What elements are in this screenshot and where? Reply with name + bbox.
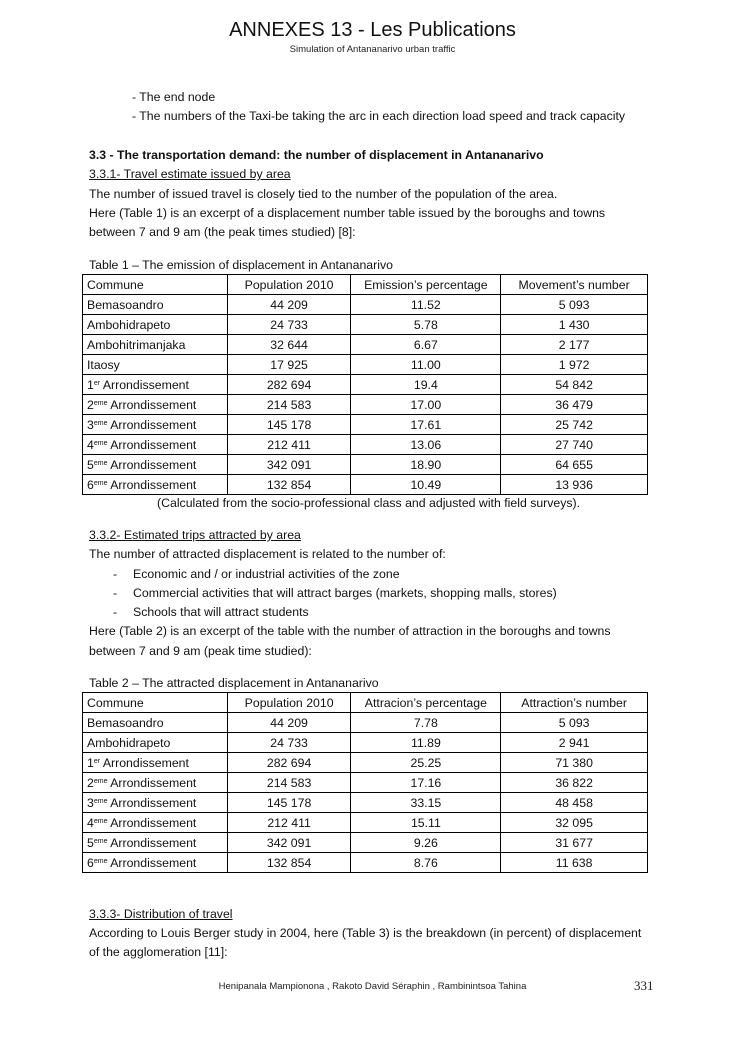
intro-list-item: - The numbers of the Taxi-be taking the arc in each direction load speed and track capacity	[132, 109, 626, 123]
commune-name: Arrondissement	[107, 835, 197, 850]
ordinal-number: 3	[87, 417, 94, 432]
header-cell: Commune	[83, 693, 228, 713]
table-row	[83, 375, 648, 395]
table-row	[83, 853, 648, 873]
page-subtitle: Simulation of Antananarivo urban traffic	[289, 44, 456, 55]
number-cell: 54 842	[501, 375, 648, 395]
population-cell: 282 694	[227, 375, 351, 395]
percentage-cell: 5.78	[351, 315, 501, 335]
percentage-cell: 25.25	[351, 753, 501, 773]
subsection-heading-3-3-3: 3.3.3- Distribution of travel	[89, 907, 233, 921]
commune-name: Ambohidrapeto	[87, 317, 171, 332]
footer-authors: Henipanala Mampionona , Rakoto David Séraphin , Rambinintsoa Tahina	[218, 981, 527, 992]
paragraph-line: Here (Table 1) is an excerpt of a displacement number table issued by the boroughs and towns	[89, 206, 606, 220]
ordinal-number: 4	[87, 437, 94, 452]
commune-cell	[83, 355, 228, 375]
percentage-cell: 10.49	[351, 475, 501, 495]
table2-attraction	[82, 692, 648, 873]
ordinal-suffix: er	[93, 757, 101, 765]
paragraph-line: The number of issued travel is closely tied to the number of the population of the area.	[89, 187, 558, 201]
commune-name: Arrondissement	[107, 477, 197, 492]
table-header-row	[83, 693, 648, 713]
number-cell: 11 638	[501, 853, 648, 873]
table-row	[83, 435, 648, 455]
ordinal-number: 1	[87, 755, 94, 770]
number-cell: 2 941	[501, 733, 648, 753]
table-row	[83, 813, 648, 833]
population-cell: 282 694	[227, 753, 351, 773]
ordinal-number: 3	[87, 795, 94, 810]
ordinal-suffix: eme	[93, 837, 108, 845]
commune-cell	[83, 753, 228, 773]
table-row	[83, 395, 648, 415]
table-row	[83, 315, 648, 335]
bullet-item: Commercial activities that will attract barges (markets, shopping malls, stores)	[133, 586, 557, 600]
commune-name: Bemasoandro	[87, 297, 164, 312]
ordinal-suffix: eme	[93, 857, 108, 865]
commune-cell	[83, 435, 228, 455]
commune-cell	[83, 375, 228, 395]
commune-name: Ambohidrapeto	[87, 735, 171, 750]
table-row	[83, 475, 648, 495]
population-cell: 32 644	[227, 335, 351, 355]
commune-name: Arrondissement	[100, 377, 189, 392]
commune-cell	[83, 853, 228, 873]
ordinal-suffix: eme	[93, 797, 108, 805]
number-cell: 1 430	[501, 315, 648, 335]
ordinal-suffix: eme	[93, 399, 108, 407]
table-row	[83, 713, 648, 733]
commune-name: Arrondissement	[100, 755, 189, 770]
commune-cell	[83, 415, 228, 435]
population-cell: 212 411	[227, 435, 351, 455]
number-cell: 71 380	[501, 753, 648, 773]
number-cell: 36 479	[501, 395, 648, 415]
subsection-heading-3-3-1: 3.3.1- Travel estimate issued by area	[89, 167, 291, 181]
ordinal-suffix: eme	[93, 439, 108, 447]
percentage-cell: 11.52	[351, 295, 501, 315]
population-cell: 145 178	[227, 793, 351, 813]
commune-cell	[83, 713, 228, 733]
table-row	[83, 295, 648, 315]
paragraph-line: The number of attracted displacement is related to the number of:	[89, 547, 446, 561]
commune-name: Arrondissement	[107, 397, 197, 412]
table-row	[83, 833, 648, 853]
page-number: 331	[634, 978, 654, 993]
population-cell: 342 091	[227, 833, 351, 853]
table-row	[83, 733, 648, 753]
commune-cell	[83, 395, 228, 415]
commune-cell	[83, 335, 228, 355]
percentage-cell: 13.06	[351, 435, 501, 455]
population-cell: 214 583	[227, 773, 351, 793]
commune-name: Ambohitrimanjaka	[87, 337, 186, 352]
commune-cell	[83, 793, 228, 813]
paragraph-line: between 7 and 9 am (peak time studied):	[89, 644, 312, 658]
table1-note: (Calculated from the socio-professional class and adjusted with field surveys).	[157, 496, 581, 510]
paragraph-line: of the agglomeration [11]:	[89, 945, 228, 959]
subsection-heading-3-3-2: 3.3.2- Estimated trips attracted by area	[89, 528, 301, 542]
table-row	[83, 793, 648, 813]
number-cell: 5 093	[501, 295, 648, 315]
ordinal-number: 4	[87, 815, 94, 830]
commune-name: Arrondissement	[107, 437, 197, 452]
percentage-cell: 19.4	[351, 375, 501, 395]
table-row	[83, 773, 648, 793]
number-cell: 31 677	[501, 833, 648, 853]
table-header-row	[83, 275, 648, 295]
bullet-item: Economic and / or industrial activities of the zone	[133, 567, 400, 581]
population-cell: 214 583	[227, 395, 351, 415]
commune-name: Bemasoandro	[87, 715, 164, 730]
population-cell: 44 209	[227, 713, 351, 733]
number-cell: 36 822	[501, 773, 648, 793]
percentage-cell: 11.00	[351, 355, 501, 375]
population-cell: 44 209	[227, 295, 351, 315]
page-title: ANNEXES 13 - Les Publications	[229, 19, 516, 41]
ordinal-number: 1	[87, 377, 94, 392]
ordinal-number: 2	[87, 775, 94, 790]
commune-name: Itaosy	[87, 357, 120, 372]
number-cell: 32 095	[501, 813, 648, 833]
commune-cell	[83, 833, 228, 853]
percentage-cell: 33.15	[351, 793, 501, 813]
population-cell: 132 854	[227, 853, 351, 873]
percentage-cell: 8.76	[351, 853, 501, 873]
number-cell: 64 655	[501, 455, 648, 475]
table2-caption: Table 2 – The attracted displacement in Antananarivo	[89, 676, 379, 690]
bullet-dash: -	[113, 586, 118, 600]
header-cell: Population 2010	[227, 275, 351, 295]
commune-cell	[83, 295, 228, 315]
header-cell: Movement’s number	[501, 275, 648, 295]
ordinal-number: 5	[87, 835, 94, 850]
bullet-dash: -	[113, 567, 118, 581]
number-cell: 48 458	[501, 793, 648, 813]
ordinal-suffix: eme	[93, 459, 108, 467]
number-cell: 5 093	[501, 713, 648, 733]
section-heading-3-3: 3.3 - The transportation demand: the number of displacement in Antananarivo	[89, 148, 544, 162]
population-cell: 24 733	[227, 733, 351, 753]
population-cell: 17 925	[227, 355, 351, 375]
population-cell: 132 854	[227, 475, 351, 495]
population-cell: 212 411	[227, 813, 351, 833]
population-cell: 342 091	[227, 455, 351, 475]
population-cell: 24 733	[227, 315, 351, 335]
percentage-cell: 17.00	[351, 395, 501, 415]
number-cell: 27 740	[501, 435, 648, 455]
header-cell: Commune	[83, 275, 228, 295]
table1-emission	[82, 274, 648, 495]
paragraph-line: Here (Table 2) is an excerpt of the table with the number of attraction in the boroughs and towns	[89, 624, 611, 638]
table-row	[83, 355, 648, 375]
ordinal-number: 6	[87, 855, 94, 870]
ordinal-suffix: er	[93, 379, 101, 387]
commune-cell	[83, 455, 228, 475]
table-row	[83, 753, 648, 773]
percentage-cell: 18.90	[351, 455, 501, 475]
commune-cell	[83, 773, 228, 793]
header-cell: Emission’s percentage	[351, 275, 501, 295]
number-cell: 13 936	[501, 475, 648, 495]
header-cell: Attracion’s percentage	[351, 693, 501, 713]
bullet-item: Schools that will attract students	[133, 605, 309, 619]
table-row	[83, 335, 648, 355]
percentage-cell: 11.89	[351, 733, 501, 753]
table1-caption: Table 1 – The emission of displacement in Antananarivo	[89, 258, 393, 272]
commune-name: Arrondissement	[107, 457, 197, 472]
percentage-cell: 17.61	[351, 415, 501, 435]
bullet-dash: -	[113, 605, 118, 619]
population-cell: 145 178	[227, 415, 351, 435]
percentage-cell: 7.78	[351, 713, 501, 733]
ordinal-number: 6	[87, 477, 94, 492]
header-cell: Population 2010	[227, 693, 351, 713]
commune-cell	[83, 315, 228, 335]
intro-list-item: - The end node	[132, 90, 216, 104]
percentage-cell: 17.16	[351, 773, 501, 793]
paragraph-line: According to Louis Berger study in 2004, here (Table 3) is the breakdown (in percent) of displacement	[89, 926, 642, 940]
commune-name: Arrondissement	[107, 775, 197, 790]
header-cell: Attraction’s number	[501, 693, 648, 713]
percentage-cell: 15.11	[351, 813, 501, 833]
table-row	[83, 415, 648, 435]
commune-cell	[83, 813, 228, 833]
commune-name: Arrondissement	[107, 417, 197, 432]
commune-name: Arrondissement	[107, 815, 197, 830]
table-row	[83, 455, 648, 475]
paragraph-line: between 7 and 9 am (the peak times studied) [8]:	[89, 225, 356, 239]
number-cell: 1 972	[501, 355, 648, 375]
commune-cell	[83, 475, 228, 495]
commune-cell	[83, 733, 228, 753]
ordinal-suffix: eme	[93, 479, 108, 487]
ordinal-number: 2	[87, 397, 94, 412]
ordinal-suffix: eme	[93, 777, 108, 785]
number-cell: 2 177	[501, 335, 648, 355]
percentage-cell: 9.26	[351, 833, 501, 853]
number-cell: 25 742	[501, 415, 648, 435]
ordinal-suffix: eme	[93, 817, 108, 825]
commune-name: Arrondissement	[107, 795, 197, 810]
percentage-cell: 6.67	[351, 335, 501, 355]
ordinal-number: 5	[87, 457, 94, 472]
commune-name: Arrondissement	[107, 855, 197, 870]
ordinal-suffix: eme	[93, 419, 108, 427]
